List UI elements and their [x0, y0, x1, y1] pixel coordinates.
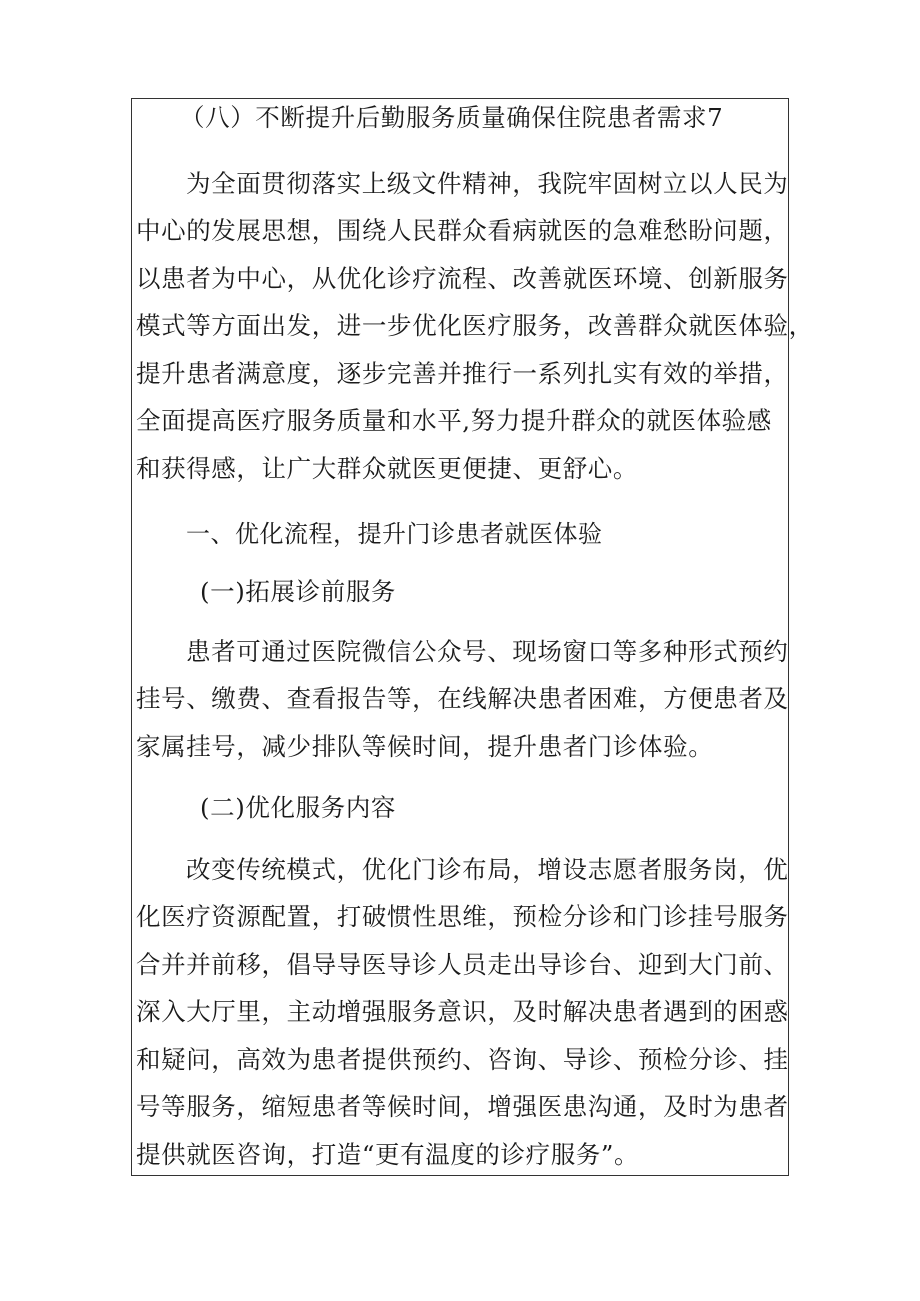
intro-line: 中心的发展思想，围绕人民群众看病就医的急难愁盼问题，	[136, 216, 789, 245]
paragraph-2-line: 化医疗资源配置，打破惯性思维，预检分诊和门诊挂号服务	[136, 902, 789, 931]
paragraph-1-line: 家属挂号，减少排队等候时间，提升患者门诊体验。	[136, 732, 714, 761]
intro-line: 提升患者满意度，逐步完善并推行一系列扎实有效的举措，	[136, 359, 789, 388]
intro-line: 和获得感，让广大群众就医更便捷、更舒心。	[136, 454, 638, 483]
paragraph-2-line: 合并并前移，倡导导医导诊人员走出导诊台、迎到大门前、	[136, 950, 789, 979]
intro-line: 模式等方面出发，进一步优化医疗服务，改善群众就医体验，	[136, 311, 814, 340]
sub-heading-8: （八）不断提升后勤服务质量确保住院患者需求7	[180, 103, 724, 132]
paragraph-2-line: 改变传统模式，优化门诊布局，增设志愿者服务岗，优	[186, 855, 789, 884]
paragraph-2-line: 深入大厅里，主动增强服务意识，及时解决患者遇到的困惑	[136, 997, 789, 1026]
section-heading: 一、优化流程，提升门诊患者就医体验	[186, 520, 603, 548]
paragraph-1-line: 挂号、缴费、查看报告等，在线解决患者困难，方便患者及	[136, 684, 789, 713]
paragraph-2-line: 和疑问，高效为患者提供预约、咨询、导诊、预检分诊、挂	[136, 1045, 789, 1074]
intro-line: 为全面贯彻落实上级文件精神，我院牢固树立以人民为	[186, 169, 789, 198]
paragraph-1-line: 患者可通过医院微信公众号、现场窗口等多种形式预约	[186, 637, 789, 666]
intro-line: 以患者为中心，从优化诊疗流程、改善就医环境、创新服务	[136, 264, 789, 293]
paragraph-2-line: 提供就医咨询，打造“更有温度的诊疗服务”。	[136, 1140, 640, 1169]
paragraph-2-line: 号等服务，缩短患者等候时间，增强医患沟通，及时为患者	[136, 1092, 789, 1121]
sub-heading-1: (一)拓展诊前服务	[200, 577, 397, 606]
intro-line: 全面提高医疗服务质量和水平,努力提升群众的就医体验感	[136, 406, 772, 435]
sub-heading-2: (二)优化服务内容	[200, 793, 397, 822]
